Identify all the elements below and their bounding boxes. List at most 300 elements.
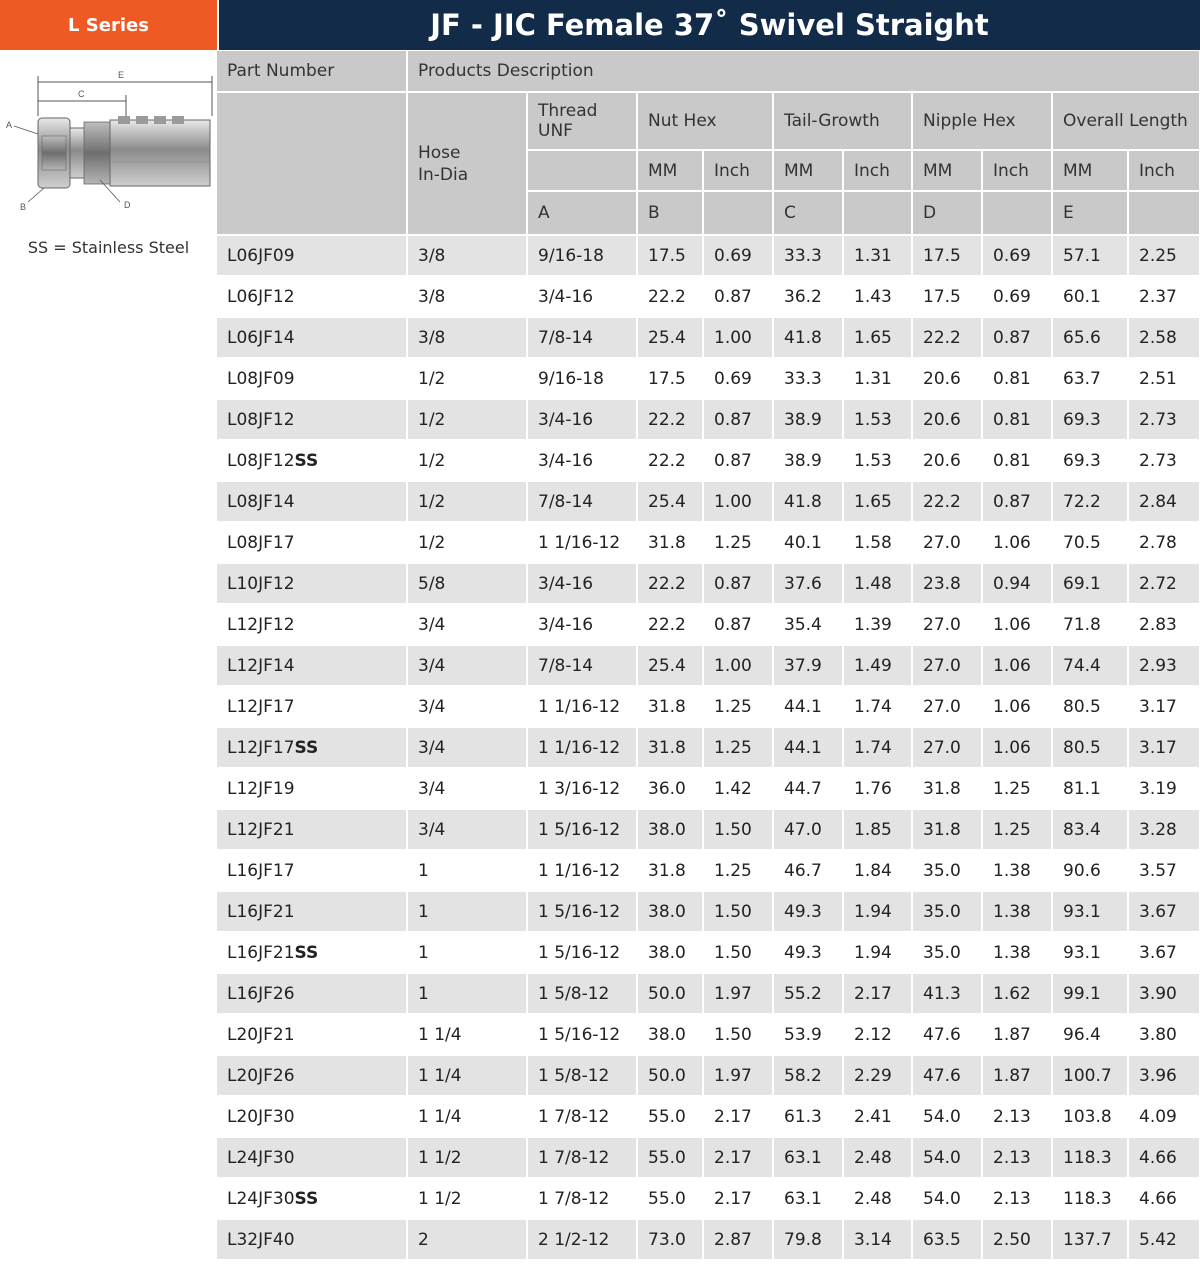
table-row — [217, 768, 1200, 809]
cell-nipple-hex-mm: 54.0 — [912, 1096, 982, 1137]
cell-overall-length-mm: 72.2 — [1052, 481, 1128, 522]
cell-thread-unf: 7/8-14 — [527, 317, 637, 358]
cell-nipple-hex-inch: 1.06 — [982, 686, 1052, 727]
cell-nipple-hex-mm: 20.6 — [912, 399, 982, 440]
cell-tail-growth-mm: 55.2 — [773, 973, 843, 1014]
cell-nipple-hex-inch: 1.06 — [982, 604, 1052, 645]
table-row — [217, 809, 1200, 850]
cell-part-number: L16JF26 — [217, 973, 407, 1014]
cell-overall-length-mm: 96.4 — [1052, 1014, 1128, 1055]
cell-tail-growth-inch: 1.49 — [843, 645, 912, 686]
table-row — [217, 604, 1200, 645]
cell-overall-length-inch: 2.84 — [1128, 481, 1200, 522]
cell-tail-growth-inch: 1.39 — [843, 604, 912, 645]
stainless-steel-suffix: SS — [294, 450, 319, 471]
cell-nipple-hex-inch: 1.62 — [982, 973, 1052, 1014]
cell-tail-growth-mm: 79.8 — [773, 1219, 843, 1260]
cell-part-number: L16JF21SS — [217, 932, 407, 973]
cell-tail-growth-mm: 40.1 — [773, 522, 843, 563]
header-products-description: Products Description — [407, 51, 1200, 92]
cell-tail-growth-inch: 1.84 — [843, 850, 912, 891]
cell-tail-growth-mm: 44.7 — [773, 768, 843, 809]
cell-nipple-hex-inch: 0.87 — [982, 317, 1052, 358]
cell-nut-hex-mm: 50.0 — [637, 1055, 703, 1096]
table-row — [217, 727, 1200, 768]
cell-nut-hex-inch: 1.50 — [703, 891, 773, 932]
cell-nut-hex-inch: 2.87 — [703, 1219, 773, 1260]
cell-nipple-hex-inch: 2.13 — [982, 1137, 1052, 1178]
header-mm: MM — [912, 150, 982, 191]
cell-nut-hex-mm: 50.0 — [637, 973, 703, 1014]
cell-nut-hex-mm: 31.8 — [637, 522, 703, 563]
cell-tail-growth-mm: 58.2 — [773, 1055, 843, 1096]
cell-nipple-hex-inch: 1.38 — [982, 891, 1052, 932]
cell-thread-unf: 3/4-16 — [527, 276, 637, 317]
cell-thread-unf: 7/8-14 — [527, 481, 637, 522]
header-nipple-hex: Nipple Hex — [912, 92, 1052, 150]
cell-overall-length-inch: 4.66 — [1128, 1137, 1200, 1178]
series-tab[interactable]: L Series — [0, 0, 217, 50]
cell-nut-hex-mm: 31.8 — [637, 727, 703, 768]
cell-overall-length-mm: 118.3 — [1052, 1137, 1128, 1178]
cell-tail-growth-mm: 47.0 — [773, 809, 843, 850]
cell-nut-hex-mm: 38.0 — [637, 932, 703, 973]
cell-hose-in-dia: 3/8 — [407, 235, 527, 276]
cell-nipple-hex-inch: 1.87 — [982, 1014, 1052, 1055]
cell-thread-unf: 1 5/16-12 — [527, 891, 637, 932]
cell-overall-length-mm: 71.8 — [1052, 604, 1128, 645]
table-row — [217, 973, 1200, 1014]
cell-hose-in-dia: 1/2 — [407, 481, 527, 522]
cell-nut-hex-inch: 0.69 — [703, 358, 773, 399]
cell-overall-length-mm: 57.1 — [1052, 235, 1128, 276]
cell-tail-growth-mm: 44.1 — [773, 686, 843, 727]
cell-part-number: L08JF12SS — [217, 440, 407, 481]
cell-nipple-hex-inch: 0.81 — [982, 440, 1052, 481]
cell-hose-in-dia: 1/2 — [407, 399, 527, 440]
cell-nipple-hex-inch: 0.94 — [982, 563, 1052, 604]
cell-hose-in-dia: 1 1/4 — [407, 1055, 527, 1096]
cell-part-number: L12JF17 — [217, 686, 407, 727]
cell-nipple-hex-inch: 0.81 — [982, 358, 1052, 399]
cell-nut-hex-mm: 22.2 — [637, 563, 703, 604]
cell-part-number: L20JF30 — [217, 1096, 407, 1137]
cell-nipple-hex-inch: 1.25 — [982, 768, 1052, 809]
cell-nipple-hex-inch: 1.38 — [982, 932, 1052, 973]
cell-thread-unf: 1 3/16-12 — [527, 768, 637, 809]
cell-nipple-hex-mm: 47.6 — [912, 1055, 982, 1096]
cell-overall-length-inch: 2.72 — [1128, 563, 1200, 604]
header-letter-blank — [1128, 191, 1200, 235]
cell-overall-length-inch: 3.17 — [1128, 686, 1200, 727]
cell-nipple-hex-mm: 54.0 — [912, 1178, 982, 1219]
cell-overall-length-inch: 3.28 — [1128, 809, 1200, 850]
cell-overall-length-inch: 2.37 — [1128, 276, 1200, 317]
cell-nipple-hex-inch: 1.06 — [982, 727, 1052, 768]
header-letter-c: C — [773, 191, 843, 235]
cell-nut-hex-inch: 0.69 — [703, 235, 773, 276]
cell-part-number: L08JF17 — [217, 522, 407, 563]
cell-part-number: L24JF30SS — [217, 1178, 407, 1219]
cell-nut-hex-mm: 22.2 — [637, 276, 703, 317]
cell-hose-in-dia: 1/2 — [407, 522, 527, 563]
cell-nut-hex-inch: 1.50 — [703, 1014, 773, 1055]
stainless-steel-suffix: SS — [294, 942, 319, 963]
stainless-steel-suffix: SS — [294, 737, 319, 758]
cell-thread-unf: 1 1/16-12 — [527, 686, 637, 727]
cell-nipple-hex-mm: 35.0 — [912, 891, 982, 932]
cell-nipple-hex-mm: 22.2 — [912, 481, 982, 522]
cell-nut-hex-mm: 55.0 — [637, 1096, 703, 1137]
cell-nut-hex-mm: 25.4 — [637, 317, 703, 358]
header-tail-growth: Tail-Growth — [773, 92, 912, 150]
cell-thread-unf: 1 7/8-12 — [527, 1178, 637, 1219]
cell-tail-growth-inch: 1.76 — [843, 768, 912, 809]
cell-thread-unf: 3/4-16 — [527, 563, 637, 604]
cell-tail-growth-mm: 37.6 — [773, 563, 843, 604]
cell-tail-growth-mm: 44.1 — [773, 727, 843, 768]
header-mm: MM — [637, 150, 703, 191]
cell-tail-growth-mm: 61.3 — [773, 1096, 843, 1137]
cell-tail-growth-mm: 35.4 — [773, 604, 843, 645]
cell-nipple-hex-mm: 27.0 — [912, 522, 982, 563]
header-part-blank — [217, 92, 407, 235]
cell-hose-in-dia: 1/2 — [407, 440, 527, 481]
table-row — [217, 1096, 1200, 1137]
header-thread-unf: Thread UNF — [527, 92, 637, 150]
cell-part-number: L24JF30 — [217, 1137, 407, 1178]
cell-part-number: L06JF09 — [217, 235, 407, 276]
cell-tail-growth-inch: 2.48 — [843, 1137, 912, 1178]
cell-overall-length-mm: 60.1 — [1052, 276, 1128, 317]
cell-overall-length-inch: 4.66 — [1128, 1178, 1200, 1219]
table-row — [217, 891, 1200, 932]
cell-nipple-hex-mm: 27.0 — [912, 604, 982, 645]
cell-overall-length-mm: 74.4 — [1052, 645, 1128, 686]
cell-tail-growth-inch: 1.31 — [843, 358, 912, 399]
cell-tail-growth-mm: 49.3 — [773, 932, 843, 973]
cell-nipple-hex-inch: 1.87 — [982, 1055, 1052, 1096]
table-row — [217, 1178, 1200, 1219]
cell-nut-hex-inch: 1.25 — [703, 522, 773, 563]
cell-nut-hex-mm: 73.0 — [637, 1219, 703, 1260]
cell-tail-growth-inch: 1.65 — [843, 317, 912, 358]
cell-tail-growth-mm: 36.2 — [773, 276, 843, 317]
cell-tail-growth-inch: 1.31 — [843, 235, 912, 276]
cell-part-number: L16JF21 — [217, 891, 407, 932]
cell-overall-length-mm: 63.7 — [1052, 358, 1128, 399]
cell-tail-growth-inch: 1.74 — [843, 727, 912, 768]
cell-tail-growth-inch: 1.94 — [843, 932, 912, 973]
cell-hose-in-dia: 3/4 — [407, 768, 527, 809]
cell-overall-length-inch: 3.96 — [1128, 1055, 1200, 1096]
cell-nut-hex-inch: 2.17 — [703, 1178, 773, 1219]
cell-hose-in-dia: 5/8 — [407, 563, 527, 604]
cell-thread-unf: 1 5/16-12 — [527, 1014, 637, 1055]
cell-tail-growth-mm: 53.9 — [773, 1014, 843, 1055]
cell-tail-growth-inch: 1.94 — [843, 891, 912, 932]
table-row — [217, 1014, 1200, 1055]
cell-nipple-hex-inch: 0.69 — [982, 276, 1052, 317]
cell-part-number: L12JF14 — [217, 645, 407, 686]
cell-nipple-hex-mm: 35.0 — [912, 932, 982, 973]
table-header — [217, 51, 1200, 235]
table-row — [217, 317, 1200, 358]
cell-tail-growth-inch: 1.74 — [843, 686, 912, 727]
cell-overall-length-mm: 65.6 — [1052, 317, 1128, 358]
cell-nipple-hex-mm: 35.0 — [912, 850, 982, 891]
cell-overall-length-mm: 93.1 — [1052, 932, 1128, 973]
cell-nut-hex-mm: 31.8 — [637, 686, 703, 727]
cell-hose-in-dia: 1 1/2 — [407, 1178, 527, 1219]
cell-overall-length-mm: 118.3 — [1052, 1178, 1128, 1219]
cell-overall-length-inch: 2.73 — [1128, 399, 1200, 440]
cell-nipple-hex-inch: 1.06 — [982, 645, 1052, 686]
cell-hose-in-dia: 3/4 — [407, 727, 527, 768]
header-inch: Inch — [982, 150, 1052, 191]
cell-tail-growth-mm: 38.9 — [773, 399, 843, 440]
cell-nut-hex-inch: 1.50 — [703, 809, 773, 850]
cell-tail-growth-mm: 63.1 — [773, 1137, 843, 1178]
dim-label-b: B — [20, 202, 27, 212]
cell-hose-in-dia: 1 — [407, 850, 527, 891]
table-row — [217, 1055, 1200, 1096]
cell-tail-growth-inch: 2.17 — [843, 973, 912, 1014]
cell-nut-hex-mm: 17.5 — [637, 235, 703, 276]
cell-hose-in-dia: 1 — [407, 973, 527, 1014]
cell-nipple-hex-inch: 0.87 — [982, 481, 1052, 522]
cell-thread-unf: 1 5/16-12 — [527, 809, 637, 850]
cell-overall-length-inch: 3.90 — [1128, 973, 1200, 1014]
cell-tail-growth-inch: 1.43 — [843, 276, 912, 317]
cell-tail-growth-mm: 38.9 — [773, 440, 843, 481]
cell-thread-unf: 2 1/2-12 — [527, 1219, 637, 1260]
cell-overall-length-mm: 83.4 — [1052, 809, 1128, 850]
cell-nipple-hex-mm: 31.8 — [912, 809, 982, 850]
cell-tail-growth-inch: 2.48 — [843, 1178, 912, 1219]
page-title: JF - JIC Female 37˚ Swivel Straight — [219, 0, 1200, 50]
cell-nut-hex-mm: 55.0 — [637, 1137, 703, 1178]
cell-nut-hex-inch: 1.00 — [703, 317, 773, 358]
cell-nut-hex-mm: 31.8 — [637, 850, 703, 891]
cell-hose-in-dia: 3/4 — [407, 809, 527, 850]
cell-hose-in-dia: 1 — [407, 891, 527, 932]
cell-nut-hex-inch: 1.42 — [703, 768, 773, 809]
cell-tail-growth-inch: 1.53 — [843, 440, 912, 481]
header-thread-blank — [527, 150, 637, 191]
dim-label-a: A — [6, 120, 13, 130]
cell-thread-unf: 1 5/8-12 — [527, 1055, 637, 1096]
cell-nut-hex-inch: 0.87 — [703, 399, 773, 440]
cell-overall-length-mm: 99.1 — [1052, 973, 1128, 1014]
cell-hose-in-dia: 3/4 — [407, 686, 527, 727]
table-row — [217, 358, 1200, 399]
cell-nut-hex-mm: 38.0 — [637, 1014, 703, 1055]
table-row — [217, 276, 1200, 317]
cell-nut-hex-inch: 1.25 — [703, 850, 773, 891]
header-letter-b: B — [637, 191, 703, 235]
cell-overall-length-inch: 4.09 — [1128, 1096, 1200, 1137]
cell-nut-hex-inch: 1.25 — [703, 727, 773, 768]
dim-label-d: D — [124, 200, 131, 210]
cell-tail-growth-mm: 49.3 — [773, 891, 843, 932]
header-mm: MM — [773, 150, 843, 191]
cell-overall-length-mm: 70.5 — [1052, 522, 1128, 563]
cell-nipple-hex-inch: 0.69 — [982, 235, 1052, 276]
dim-label-e: E — [118, 70, 125, 80]
cell-overall-length-inch: 2.78 — [1128, 522, 1200, 563]
cell-thread-unf: 9/16-18 — [527, 358, 637, 399]
cell-nipple-hex-mm: 27.0 — [912, 686, 982, 727]
dim-label-c: C — [78, 89, 85, 99]
cell-overall-length-mm: 103.8 — [1052, 1096, 1128, 1137]
cell-nipple-hex-inch: 2.50 — [982, 1219, 1052, 1260]
fitting-diagram — [0, 62, 217, 222]
cell-thread-unf: 7/8-14 — [527, 645, 637, 686]
cell-nipple-hex-mm: 27.0 — [912, 645, 982, 686]
cell-nipple-hex-mm: 47.6 — [912, 1014, 982, 1055]
cell-part-number: L12JF12 — [217, 604, 407, 645]
cell-hose-in-dia: 3/4 — [407, 604, 527, 645]
cell-nipple-hex-mm: 27.0 — [912, 727, 982, 768]
cell-part-number: L20JF26 — [217, 1055, 407, 1096]
cell-overall-length-mm: 69.3 — [1052, 440, 1128, 481]
cell-part-number: L20JF21 — [217, 1014, 407, 1055]
spec-table — [217, 51, 1200, 1261]
header-letter-blank — [843, 191, 912, 235]
cell-nut-hex-inch: 1.25 — [703, 686, 773, 727]
cell-overall-length-inch: 3.67 — [1128, 891, 1200, 932]
cell-overall-length-inch: 3.80 — [1128, 1014, 1200, 1055]
cell-nipple-hex-mm: 17.5 — [912, 235, 982, 276]
cell-tail-growth-mm: 41.8 — [773, 481, 843, 522]
header-inch: Inch — [703, 150, 773, 191]
cell-nut-hex-inch: 1.50 — [703, 932, 773, 973]
cell-nipple-hex-mm: 63.5 — [912, 1219, 982, 1260]
cell-thread-unf: 9/16-18 — [527, 235, 637, 276]
header-letter-a: A — [527, 191, 637, 235]
cell-nut-hex-inch: 1.97 — [703, 1055, 773, 1096]
cell-thread-unf: 1 1/16-12 — [527, 850, 637, 891]
cell-nut-hex-inch: 1.97 — [703, 973, 773, 1014]
cell-thread-unf: 1 1/16-12 — [527, 522, 637, 563]
cell-overall-length-mm: 69.1 — [1052, 563, 1128, 604]
cell-overall-length-inch: 2.83 — [1128, 604, 1200, 645]
cell-tail-growth-mm: 63.1 — [773, 1178, 843, 1219]
cell-thread-unf: 1 7/8-12 — [527, 1137, 637, 1178]
cell-nipple-hex-inch: 2.13 — [982, 1096, 1052, 1137]
cell-overall-length-inch: 2.25 — [1128, 235, 1200, 276]
cell-nut-hex-inch: 0.87 — [703, 604, 773, 645]
cell-nipple-hex-mm: 20.6 — [912, 358, 982, 399]
header-hose-in-dia: Hose In-Dia — [407, 92, 527, 235]
cell-nut-hex-mm: 25.4 — [637, 481, 703, 522]
cell-part-number: L32JF40 — [217, 1219, 407, 1260]
cell-thread-unf: 3/4-16 — [527, 440, 637, 481]
cell-nut-hex-mm: 36.0 — [637, 768, 703, 809]
cell-nut-hex-inch: 1.00 — [703, 481, 773, 522]
cell-overall-length-inch: 5.42 — [1128, 1219, 1200, 1260]
cell-nut-hex-inch: 0.87 — [703, 276, 773, 317]
cell-hose-in-dia: 1 — [407, 932, 527, 973]
cell-overall-length-mm: 69.3 — [1052, 399, 1128, 440]
cell-part-number: L12JF21 — [217, 809, 407, 850]
cell-tail-growth-mm: 33.3 — [773, 358, 843, 399]
cell-thread-unf: 1 5/16-12 — [527, 932, 637, 973]
cell-overall-length-inch: 2.51 — [1128, 358, 1200, 399]
header-mm: MM — [1052, 150, 1128, 191]
cell-hose-in-dia: 1 1/2 — [407, 1137, 527, 1178]
table-row — [217, 1137, 1200, 1178]
cell-thread-unf: 1 1/16-12 — [527, 727, 637, 768]
header-letter-blank — [703, 191, 773, 235]
cell-overall-length-mm: 80.5 — [1052, 727, 1128, 768]
cell-hose-in-dia: 3/4 — [407, 645, 527, 686]
header-inch: Inch — [1128, 150, 1200, 191]
cell-thread-unf: 1 7/8-12 — [527, 1096, 637, 1137]
cell-nipple-hex-mm: 20.6 — [912, 440, 982, 481]
cell-nipple-hex-mm: 41.3 — [912, 973, 982, 1014]
table-row — [217, 235, 1200, 276]
cell-nipple-hex-inch: 1.06 — [982, 522, 1052, 563]
cell-nut-hex-inch: 2.17 — [703, 1137, 773, 1178]
header-overall-length: Overall Length — [1052, 92, 1200, 150]
cell-hose-in-dia: 1 1/4 — [407, 1096, 527, 1137]
table-row — [217, 563, 1200, 604]
cell-nipple-hex-inch: 1.25 — [982, 809, 1052, 850]
cell-tail-growth-inch: 1.48 — [843, 563, 912, 604]
cell-tail-growth-inch: 3.14 — [843, 1219, 912, 1260]
header-part-number: Part Number — [217, 51, 407, 92]
table-row — [217, 932, 1200, 973]
cell-thread-unf: 3/4-16 — [527, 399, 637, 440]
cell-nipple-hex-inch: 2.13 — [982, 1178, 1052, 1219]
cell-nut-hex-mm: 22.2 — [637, 440, 703, 481]
stainless-steel-suffix: SS — [294, 1188, 319, 1209]
cell-overall-length-inch: 2.73 — [1128, 440, 1200, 481]
header-letter-e: E — [1052, 191, 1128, 235]
cell-nipple-hex-inch: 0.81 — [982, 399, 1052, 440]
cell-nut-hex-mm: 22.2 — [637, 399, 703, 440]
table-row — [217, 645, 1200, 686]
cell-nut-hex-mm: 38.0 — [637, 891, 703, 932]
table-row — [217, 481, 1200, 522]
cell-nipple-hex-inch: 1.38 — [982, 850, 1052, 891]
cell-tail-growth-inch: 2.41 — [843, 1096, 912, 1137]
cell-overall-length-mm: 100.7 — [1052, 1055, 1128, 1096]
cell-nipple-hex-mm: 17.5 — [912, 276, 982, 317]
cell-thread-unf: 3/4-16 — [527, 604, 637, 645]
cell-nut-hex-mm: 38.0 — [637, 809, 703, 850]
cell-thread-unf: 1 5/8-12 — [527, 973, 637, 1014]
cell-nut-hex-mm: 55.0 — [637, 1178, 703, 1219]
cell-overall-length-mm: 93.1 — [1052, 891, 1128, 932]
cell-hose-in-dia: 1/2 — [407, 358, 527, 399]
table-row — [217, 686, 1200, 727]
cell-hose-in-dia: 1 1/4 — [407, 1014, 527, 1055]
cell-tail-growth-mm: 46.7 — [773, 850, 843, 891]
cell-nipple-hex-mm: 54.0 — [912, 1137, 982, 1178]
cell-tail-growth-mm: 37.9 — [773, 645, 843, 686]
cell-part-number: L08JF09 — [217, 358, 407, 399]
cell-nut-hex-mm: 25.4 — [637, 645, 703, 686]
cell-nipple-hex-mm: 31.8 — [912, 768, 982, 809]
cell-nut-hex-inch: 0.87 — [703, 440, 773, 481]
cell-nipple-hex-mm: 23.8 — [912, 563, 982, 604]
cell-hose-in-dia: 3/8 — [407, 276, 527, 317]
table-body — [217, 235, 1200, 1260]
cell-nut-hex-mm: 22.2 — [637, 604, 703, 645]
